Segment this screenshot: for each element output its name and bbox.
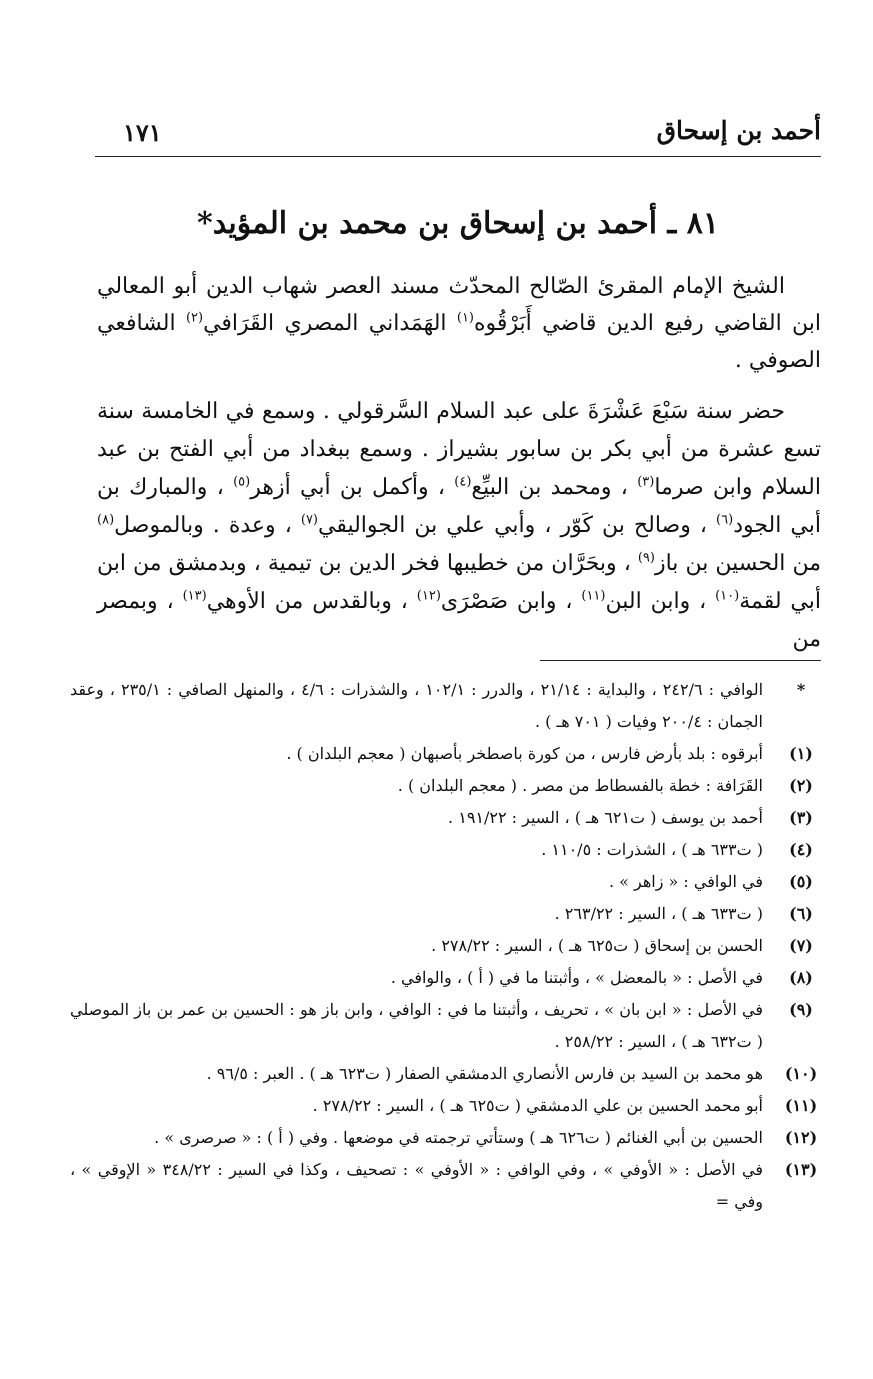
- footnote: [70, 898, 821, 930]
- text-run: الشيخ الإمام المقرئ الصّالح المحدّث مسند العصر شهاب الدين أبو المعالي ابن القاضي رفيع الدين قاضي أَبَرْقُوه: [97, 274, 821, 336]
- running-head: [95, 112, 821, 157]
- footnote: [70, 834, 821, 866]
- footnote-ref: (٧): [300, 512, 318, 528]
- footnote-text: ( ت٦٣٣ هـ ) ، الشذرات : ١١٠/٥ .: [541, 840, 763, 859]
- footnote-text: في الأصل : « الأوفي » ، وفي الوافي : « الأوفي » : تصحيف ، وكذا في السير : ٣٤٨/٢٢ « الإوقي » ، وفي =: [70, 1160, 764, 1211]
- footnote-mark: (٩): [789, 1000, 813, 1019]
- text-run: الهَمَداني المصري القَرَافي: [203, 311, 457, 336]
- footnote-ref: (١٣): [182, 588, 207, 604]
- body-text: [97, 268, 821, 673]
- footnote: [70, 1090, 821, 1122]
- footnote: [70, 930, 821, 962]
- footnote: [70, 738, 821, 770]
- running-title: أحمد بن إسحاق: [656, 116, 821, 145]
- footnote-text: في الأصل : « بالمعضل » ، وأثبتنا ما في ( أ ) ، والوافي .: [390, 968, 763, 987]
- footnote: [70, 1122, 821, 1154]
- footnote-text: في الأصل : « ابن بان » ، تحريف ، وأثبتنا ما في : الوافي ، وابن باز هو : الحسين بن عمر بن باز الموصلي ( ت٦٣٢ هـ ) ، السير : ٢٥٨/٢٢ .: [70, 1000, 763, 1051]
- footnote: [70, 1154, 821, 1218]
- text-run: ، وعدة . وبالموصل: [114, 513, 301, 538]
- footnote-ref: (١٢): [416, 588, 441, 604]
- footnotes: [70, 674, 821, 1218]
- footnote: [70, 770, 821, 802]
- footnote-ref: (٤): [454, 474, 472, 490]
- footnote-ref: (٥): [233, 474, 251, 490]
- footnote-text: في الوافي : « زاهر » .: [608, 872, 763, 891]
- page-number: ١٧١: [123, 118, 162, 147]
- footnote-mark: (١): [789, 744, 813, 763]
- footnote-mark: (٦): [789, 904, 813, 923]
- text-run: ، وابن البن: [605, 589, 716, 614]
- footnote-ref: (١١): [581, 588, 606, 604]
- footnote-mark: (٨): [789, 968, 813, 987]
- text-run: ، وبالقدس من الأوهي: [206, 589, 417, 614]
- footnote: [70, 994, 821, 1058]
- paragraph-2: [97, 393, 821, 659]
- footnote-mark: (٣): [789, 808, 813, 827]
- text-run: من الحسين بن باز: [654, 551, 821, 576]
- footnote-mark: (٤): [789, 840, 813, 859]
- text-run: ، وبحَرَّان من خطيبها فخر الدين بن تيمية ، وبدمشق من ابن أبي لقمة: [97, 551, 821, 614]
- footnote: [70, 674, 821, 738]
- entry-title: ٨١ ـ أحمد بن إسحاق بن محمد بن المؤيد*: [197, 206, 719, 241]
- text-run: ، ومحمد بن البيِّع: [471, 475, 638, 500]
- footnote-mark: (١٣): [784, 1160, 818, 1179]
- footnote: [70, 1058, 821, 1090]
- footnote-ref: (١): [456, 310, 474, 326]
- footnote-mark: *: [796, 680, 806, 699]
- footnote-text: الحسن بن إسحاق ( ت٦٢٥ هـ ) ، السير : ٢٧٨/٢٢ .: [431, 936, 763, 955]
- footnote-text: الحسين بن أبي الغنائم ( ت٦٢٦ هـ ) وستأتي ترجمته في موضعها . وفي ( أ ) : « صرصرى » .: [154, 1128, 763, 1147]
- text-run: ، والمبارك بن أبي الجود: [97, 475, 821, 538]
- footnote-mark: (٢): [789, 776, 813, 795]
- footnote-mark: (١٠): [784, 1064, 818, 1083]
- footnote-ref: (٦): [716, 512, 734, 528]
- footnote-ref: (٣): [637, 474, 655, 490]
- text-run: ، وبمصر من: [97, 589, 821, 652]
- footnote: [70, 866, 821, 898]
- footnote-text: أبرقوه : بلد بأرض فارس ، من كورة باصطخر بأصبهان ( معجم البلدان ) .: [286, 744, 763, 763]
- footnote-text: أحمد بن يوسف ( ت٦٢١ هـ ) ، السير : ١٩١/٢٢ .: [448, 808, 763, 827]
- footnote-text: الوافي : ٢٤٢/٦ ، والبداية : ٢١/١٤ ، والدرر : ١٠٢/١ ، والشذرات : ٤/٦ ، والمنهل الصافي : ٢٣٥/١ ، وعقد الجمان : ٢٠٠/٤ وفيات ( ٧٠١ هـ ) .: [70, 680, 764, 731]
- footnote-mark: (١٢): [784, 1128, 818, 1147]
- text-run: ، وابن صَصْرَى: [440, 589, 582, 614]
- footnote-mark: (٧): [789, 936, 813, 955]
- footnote-ref: (٨): [97, 512, 115, 528]
- footnote-mark: (٥): [789, 872, 813, 891]
- footnote-ref: (٢): [185, 310, 204, 326]
- footnote: [70, 802, 821, 834]
- footnote-text: القَرَافة : خطة بالفسطاط من مصر . ( معجم البلدان ) .: [397, 776, 763, 795]
- paragraph-1: [97, 268, 821, 379]
- text-run: الشافعي الصوفي .: [97, 311, 821, 373]
- footnote: [70, 962, 821, 994]
- footnote-mark: (١١): [784, 1096, 818, 1115]
- footnote-text: هو محمد بن السيد بن فارس الأنصاري الدمشقي الصفار ( ت٦٢٣ هـ ) . العبر : ٩٦/٥ .: [206, 1064, 763, 1083]
- footnote-ref: (٩): [637, 550, 655, 566]
- text-run: ، وأكمل بن أبي أزهر: [250, 475, 455, 500]
- footnote-ref: (١٠): [715, 588, 740, 604]
- footnote-text: ( ت٦٣٣ هـ ) ، السير : ٢٦٣/٢٢ .: [554, 904, 763, 923]
- footnote-text: أبو محمد الحسين بن علي الدمشقي ( ت٦٢٥ هـ ) ، السير : ٢٧٨/٢٢ .: [312, 1096, 763, 1115]
- text-run: حضر سنة سَبْعَ عَشْرَةَ على عبد السلام السَّرقولي . وسمع في الخامسة سنة تسع عشرة من أبي بكر بن سابور بشيراز . وسمع ببغداد من أبي الفتح بن عبد السلام وابن صرما: [97, 399, 821, 500]
- footnote-divider: [540, 660, 821, 661]
- text-run: ، وصالح بن كَوّر ، وأبي علي بن الجواليقي: [318, 513, 717, 538]
